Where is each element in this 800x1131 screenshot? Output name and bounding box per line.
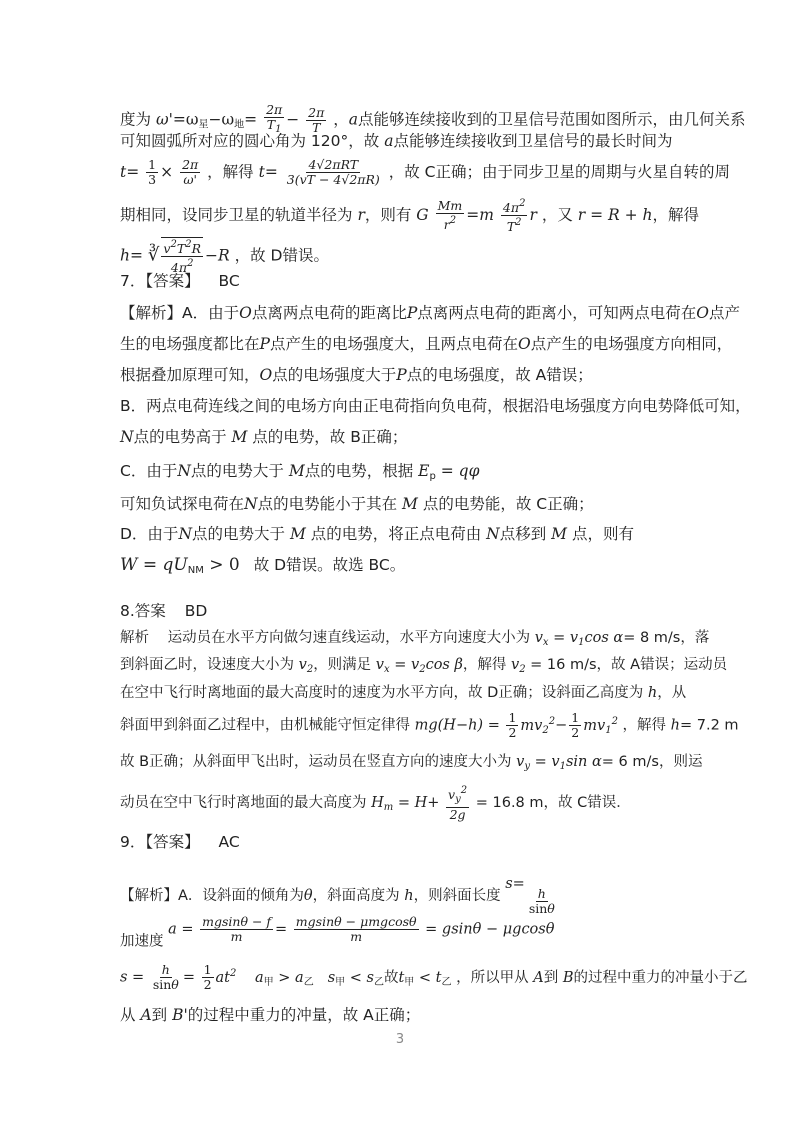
l12-text: C．由于N点的电势大于 M点的电势，根据 $E_p = q\varphi$: [120, 462, 480, 482]
l26-half: $\frac{1}{2}$: [203, 962, 212, 992]
l26-at2: $at^2$: [215, 967, 237, 986]
l3-frac-omega: $\frac{2\pi}{\omega'}$: [182, 157, 199, 187]
l5-rest: ，故 D错误。: [234, 246, 329, 265]
l16-text: 8.答案 BD: [120, 602, 208, 620]
l1-sub-earth: 地: [234, 119, 245, 131]
l20-minus: −: [555, 717, 568, 734]
text-line-5: [120, 237, 329, 275]
l24-frac: $\frac{h}{\sin\theta}$: [528, 886, 555, 916]
l9-text: 根据叠加原理可知，O点的电场强度大于P点的电场强度，故 A错误；: [120, 366, 593, 384]
l24-s: s=: [505, 876, 525, 892]
l5-cbrt: ∛: [147, 244, 160, 266]
l5-minusR: −R: [204, 246, 230, 265]
l3-rest: ，故 C正确；由于同步卫星的周期与火星自转的周: [388, 163, 731, 181]
l2-text: 可知圆弧所对应的圆心角为 120°，故 a点能够连续接收到卫星信号的最长时间为: [120, 132, 673, 150]
l10-text: B．两点电荷连线之间的电场方向由正电荷指向负电荷，根据沿电场强度方向电势降低可知，: [120, 397, 751, 415]
text-line-2: [120, 131, 672, 151]
l22-b: = 16.8 m，故 C错误．: [475, 795, 631, 811]
l25-a: 加速度: [120, 933, 169, 950]
l25-eq: =: [275, 921, 288, 938]
l4-frac-4pi: $\frac{4\pi^2}{T^2}$: [502, 198, 526, 234]
text-line-8: [120, 334, 732, 354]
l20-mv1: $mv_1^2$: [583, 715, 618, 736]
l18-text: 到斜面乙时，设速度大小为 $v_2$，则满足 $v_x = v_2\cos$ β，解得 $v_2 = 16$ m/s，故 A错误；运动员: [120, 657, 728, 675]
l1-frac-a-den: $T_1$: [266, 117, 282, 135]
l4-G: G: [416, 206, 429, 224]
l3-eq2: =: [264, 163, 278, 181]
l1-sub-star: 星: [198, 119, 209, 131]
text-line-14: [120, 524, 634, 544]
l1-frac-a-num: 2π: [266, 102, 283, 117]
l21-text: 故 B正确；从斜面甲飞出时，运动员在竖直方向的速度大小为 $v_y = v_1\sin$ α= 6 m/s，则运: [120, 754, 703, 772]
text-line-13: [120, 494, 594, 514]
text-line-4: [120, 197, 699, 234]
text-line-9: [120, 365, 593, 385]
l20-half-1: $\frac{1}{2}$: [508, 710, 517, 740]
l15-text: $W = qU_{NM} > 0$ 故 D错误。故选 BC。: [120, 555, 406, 576]
l26-s: s =: [120, 969, 145, 986]
l20-a: 斜面甲到斜面乙过程中，由机械能守恒定律得 mg(H−h) =: [120, 717, 505, 734]
l4-b: ，又 r = R + h，解得: [541, 206, 700, 224]
text-line-10: [120, 396, 751, 416]
l25-frac2: $\frac{\text{mgsinθ − μmgcosθ}}{m}$: [295, 914, 417, 944]
l5-frac: $\frac{v^2T^2R}{4\pi^2}$: [163, 239, 201, 275]
l3-frac-main: $\frac{\text{4√2πRT}}{3(vT - 4√2\pi R)}$: [286, 157, 380, 187]
text-line-16: [120, 601, 207, 621]
l1-frac-b-den: T: [312, 119, 321, 135]
text-line-3: [120, 158, 730, 187]
text-line-15: [120, 555, 405, 581]
l4-a: 期相同，设同步卫星的轨道半径为 r，则有: [120, 206, 417, 224]
text-line-27: [120, 1005, 420, 1025]
l25-frac1: $\frac{mgsin\theta - f}{m}$: [202, 914, 272, 944]
l1-frac-b-num: 2π: [308, 104, 325, 120]
l25-rest: = gsinθ − μgcosθ: [425, 921, 555, 938]
l3-frac-third: $\frac{1}{3}$: [148, 157, 157, 187]
l27-text: 从 A到 B'的过程中重力的冲量，故 A正确；: [120, 1006, 421, 1024]
l1-a: 度为: [120, 110, 156, 129]
text-line-20: [120, 711, 739, 741]
text-line-7: [120, 303, 740, 323]
l17-text: 解析 运动员在水平方向做匀速直线运动，水平方向速度大小为 $v_x = v_1\cos$ α= 8 m/s，落: [120, 630, 710, 648]
l4-eq: =: [466, 206, 480, 224]
l3-t: t: [120, 163, 127, 181]
l22-frac: $\frac{v_y^2}{2g}$: [448, 785, 468, 822]
text-line-18: [120, 655, 727, 680]
text-line-17: [120, 628, 709, 653]
text-line-21: [120, 752, 702, 777]
l22-a: 动员在空中飞行时离地面的最大高度为 $H_m = H+$: [120, 795, 440, 813]
l25-a-var: a =: [168, 921, 194, 938]
l23-text: 9．【答案】 AC: [120, 833, 240, 851]
l1-b: ，a点能够连续接收到的卫星信号范围如图所示，由几何关系: [333, 110, 746, 129]
l5-eq: =: [129, 246, 143, 265]
text-line-25: [120, 915, 554, 952]
l4-m: m: [479, 206, 494, 224]
l14-text: D．由于N点的电势大于 M 点的电势，将正点电荷由 N点移到 M 点，则有: [120, 525, 634, 543]
l1-minus2: −: [286, 110, 300, 129]
l5-h: h: [120, 246, 130, 265]
l11-text: N点的电势高于 M 点的电势，故 B正确；: [120, 428, 408, 446]
text-line-19: [120, 683, 686, 703]
l24-a: 【解析】A．设斜面的倾角为θ，斜面高度为 h，则斜面长度: [120, 888, 506, 904]
l3-t2: t: [258, 163, 265, 181]
text-line-22: [120, 784, 631, 822]
l7-text: 【解析】A．由于O点离两点电荷的距离比P点离两点电荷的距离小，可知两点电荷在O点产: [120, 304, 741, 322]
l26-eq: =: [182, 969, 195, 986]
text-line-6: [120, 271, 240, 291]
l1-math-omega: ω': [155, 110, 173, 129]
l26-frac1: $\frac{h}{\sin\theta}$: [152, 962, 179, 992]
text-line-11: [120, 427, 407, 447]
l20-b: ，解得 h= 7.2 m: [622, 717, 739, 734]
l13-text: 可知负试探电荷在N点的电势能小于其在 M 点的电势能，故 C正确；: [120, 495, 594, 513]
l1-eq: =ω: [172, 110, 199, 129]
text-line-23: [120, 832, 240, 852]
l20-mv2: $mv_2^2$: [520, 715, 556, 736]
l3-times: ×: [160, 163, 174, 181]
l1-eq2: =: [244, 110, 258, 129]
l6-text: 7．【答案】 BC: [120, 272, 240, 290]
l26-rest: $a_甲 > a_乙$ $s_甲 < s_乙$故$t_甲 < t_乙$ ，所以甲从 A到 B的过程中重力的冲量小于乙: [255, 969, 748, 988]
l3-eq: =: [126, 163, 140, 181]
l3-solve: ，解得: [207, 163, 259, 181]
l4-frac-Mm: $\frac{Mm}{r^2}$: [437, 198, 463, 232]
l19-text: 在空中飞行时离地面的最大高度时的速度为水平方向，故 D正确；设斜面乙高度为 h，从: [120, 685, 687, 701]
text-line-24: [120, 874, 559, 916]
l8-text: 生的电场强度都比在P点产生的电场强度大，且两点电荷在O点产生的电场强度方向相同，: [120, 335, 733, 353]
text-line-26: [120, 963, 747, 993]
l1-minus: −ω: [208, 110, 235, 129]
text-line-12: [120, 461, 479, 487]
l20-half-2: $\frac{1}{2}$: [571, 710, 580, 740]
l4-r: r: [529, 206, 537, 224]
page-number: 3: [395, 1032, 405, 1047]
